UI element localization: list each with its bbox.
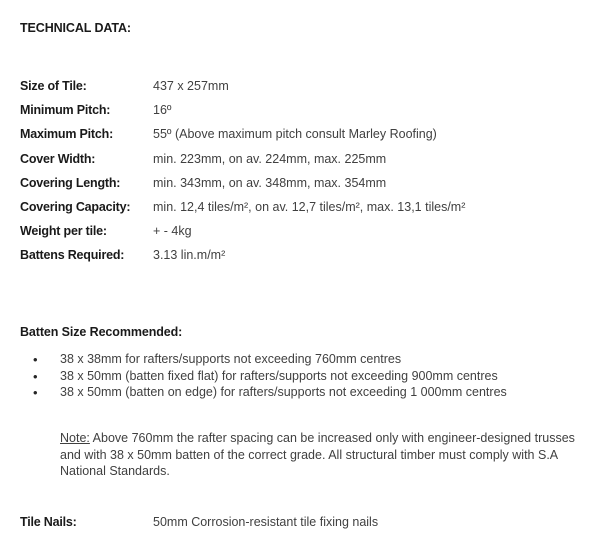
bullet-icon: • (33, 385, 38, 400)
spec-row-covering-length (20, 171, 590, 195)
spec-row-battens (20, 243, 590, 267)
batten-size-heading: Batten Size Recommended: (20, 325, 183, 339)
spec-value: + - 4kg (153, 224, 192, 239)
spec-label: Minimum Pitch: (20, 103, 111, 118)
technical-data-heading: TECHNICAL DATA: (20, 21, 131, 35)
spec-label: Tile Nails: (20, 515, 77, 529)
spec-label: Covering Capacity: (20, 200, 131, 215)
bullet-icon: • (33, 352, 38, 367)
batten-list (30, 352, 507, 402)
spec-value: 437 x 257mm (153, 79, 229, 94)
list-item-text: 38 x 50mm (batten on edge) for rafters/supports not exceeding 1 000mm centres (60, 385, 507, 399)
spec-row-size (20, 74, 590, 98)
list-item (30, 369, 507, 386)
spec-value: min. 223mm, on av. 224mm, max. 225mm (153, 151, 387, 166)
spec-value: 50mm Corrosion-resistant tile fixing nails (153, 515, 379, 529)
spec-label: Battens Required: (20, 248, 125, 263)
spec-value: 55º (Above maximum pitch consult Marley Roofing) (153, 127, 437, 142)
spec-row-min-pitch (20, 98, 590, 122)
spec-table (20, 74, 590, 268)
bullet-icon: • (33, 368, 38, 384)
spec-label: Covering Length: (20, 175, 121, 190)
note-text: Above 760mm the rafter spacing can be increased only with engineer-designed trusses and with 38 x 50mm batten of the correct grade. All structural timber must comply with S.A National Standards. (60, 431, 575, 478)
spec-label: Maximum Pitch: (20, 127, 114, 142)
spec-value: min. 343mm, on av. 348mm, max. 354mm (153, 175, 387, 190)
list-item (30, 352, 507, 369)
spec-label: Cover Width: (20, 151, 96, 166)
list-item-text: 38 x 38mm for rafters/supports not exceeding 760mm centres (60, 352, 402, 366)
spec-value: min. 12,4 tiles/m², on av. 12,7 tiles/m², max. 13,1 tiles/m² (153, 200, 466, 215)
spec-row-tile-nails (20, 515, 378, 529)
note-paragraph (60, 430, 580, 480)
spec-row-weight (20, 219, 590, 243)
spec-row-cover-width (20, 147, 590, 171)
spec-value: 16º (153, 103, 172, 118)
note-label: Note: (60, 431, 90, 445)
spec-row-max-pitch (20, 122, 590, 146)
spec-value: 3.13 lin.m/m² (153, 248, 226, 263)
spec-label: Weight per tile: (20, 224, 107, 239)
spec-row-covering-capacity (20, 195, 590, 219)
list-item (30, 385, 507, 402)
spec-label: Size of Tile: (20, 79, 87, 94)
list-item-text: 38 x 50mm (batten fixed flat) for rafters/supports not exceeding 900mm centres (60, 368, 498, 383)
